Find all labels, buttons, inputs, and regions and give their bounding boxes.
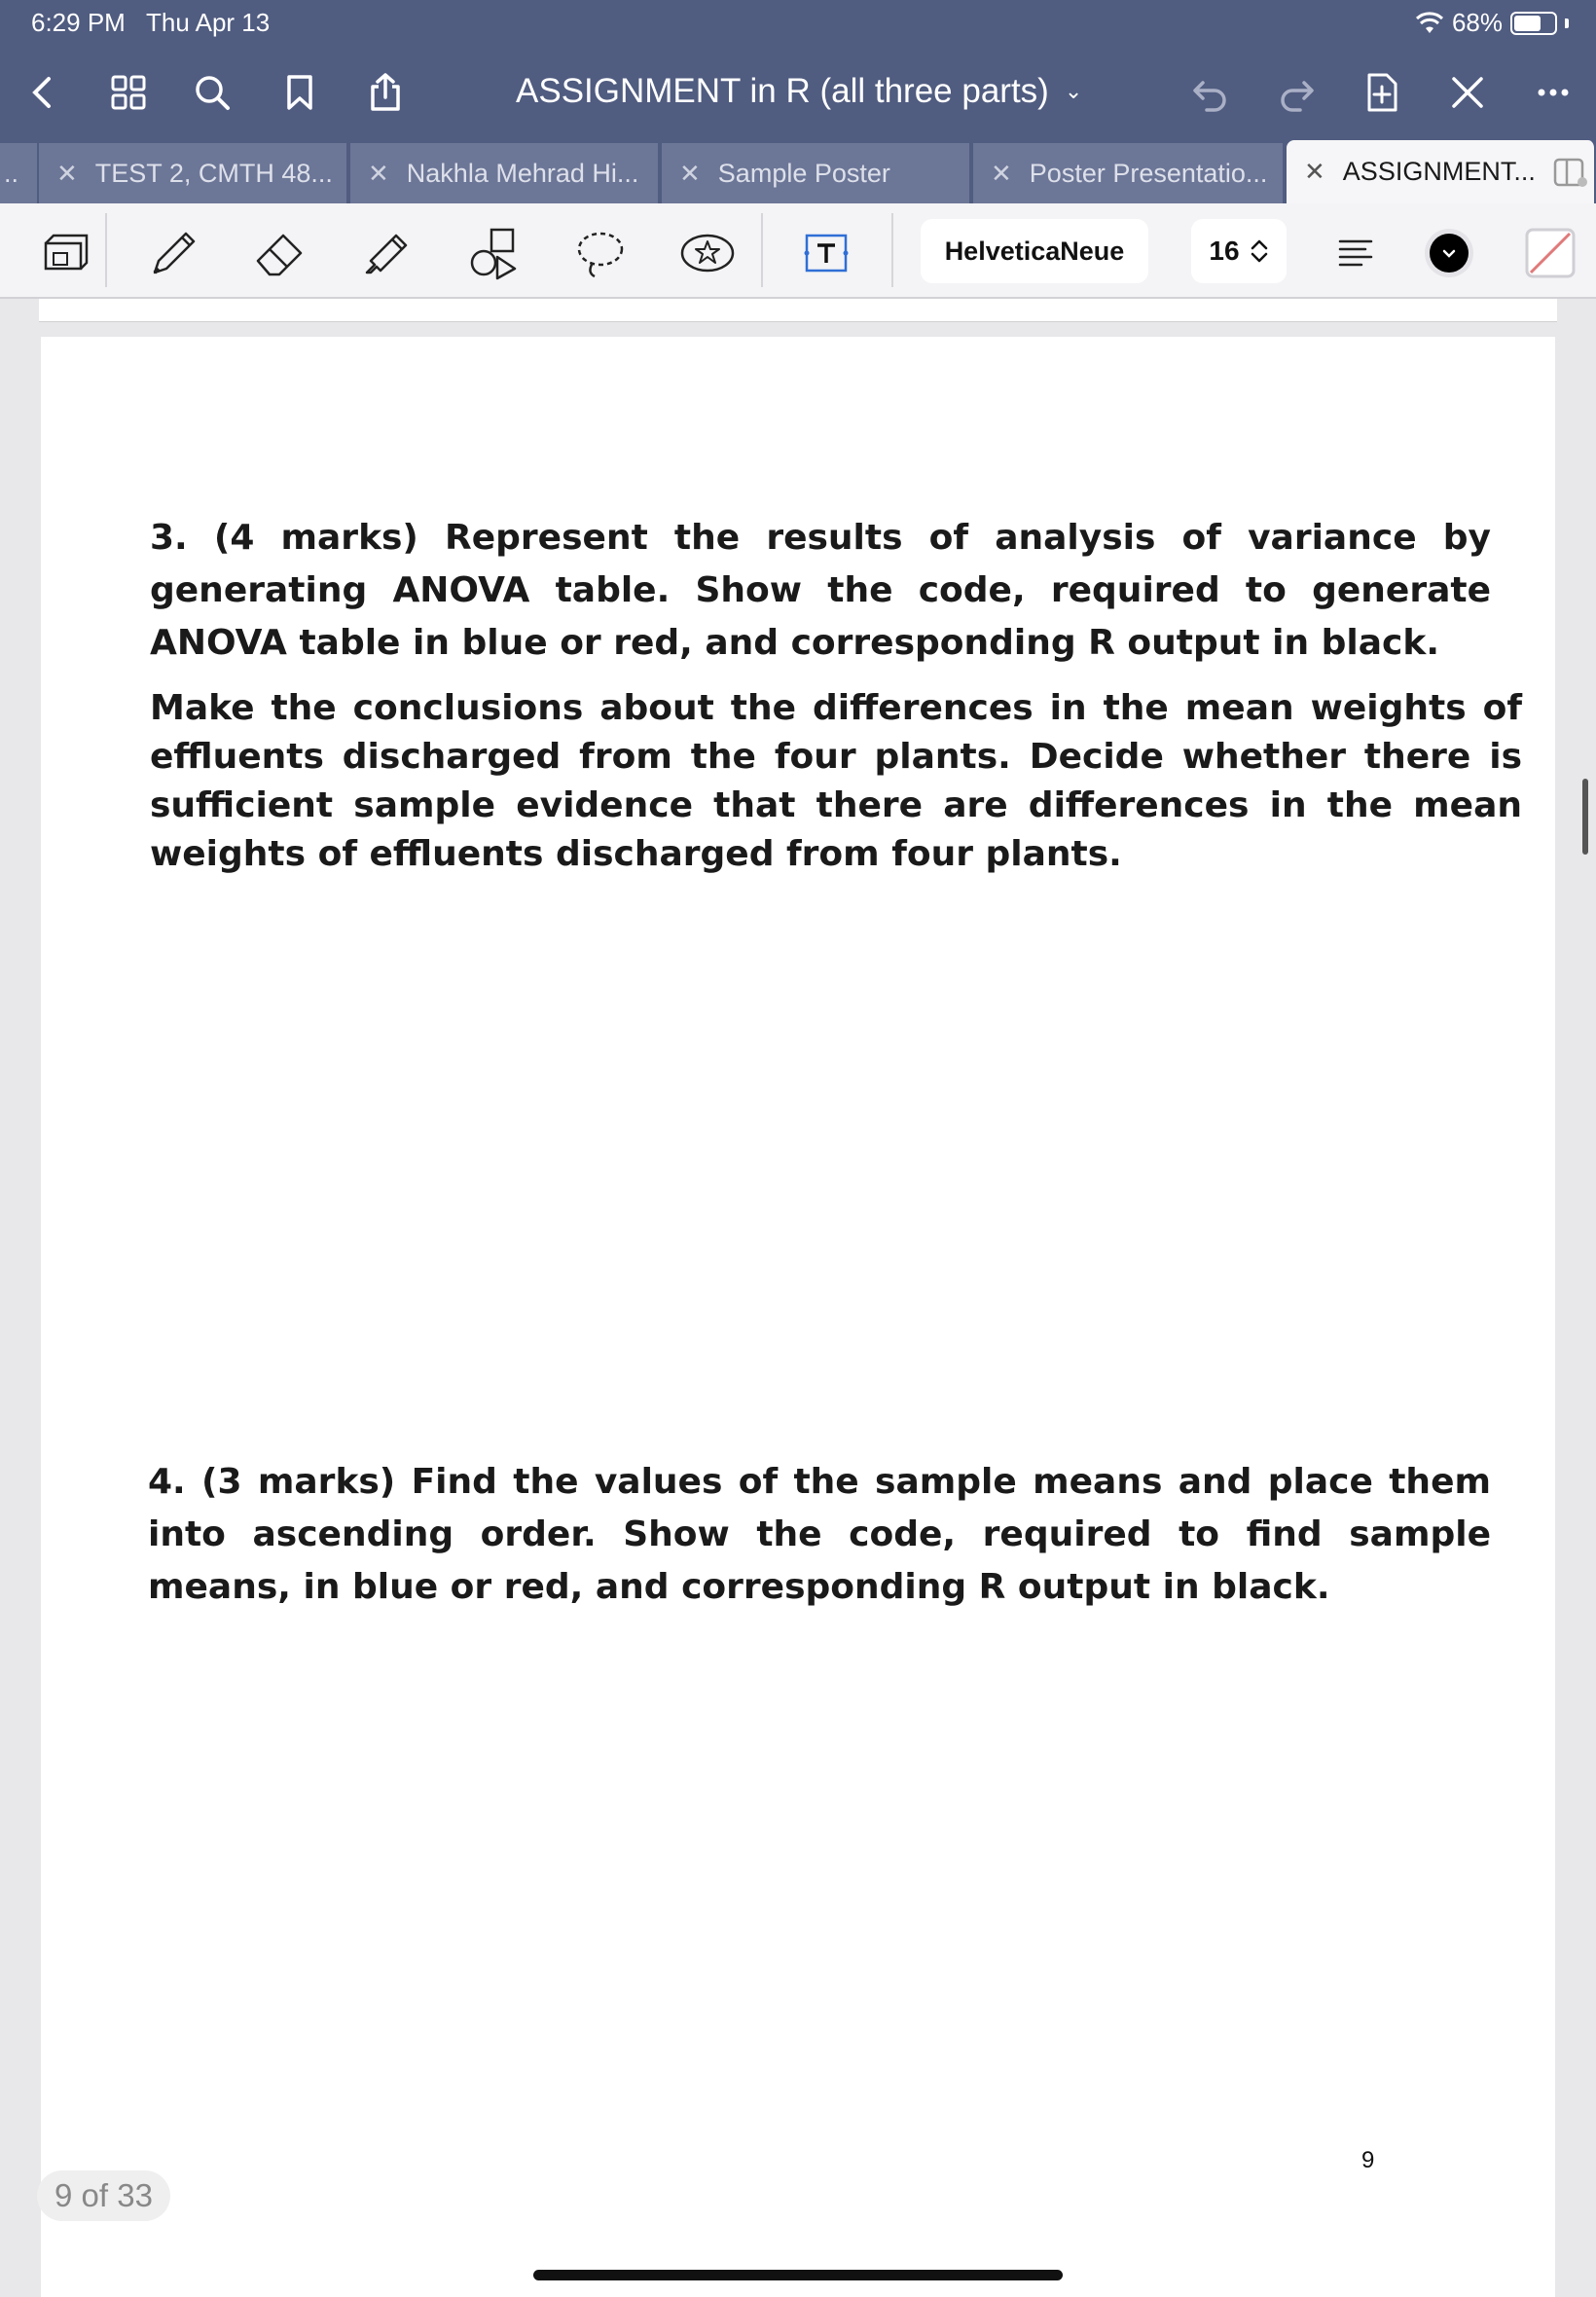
reading-mode-icon [34, 224, 92, 282]
highlighter-icon [357, 224, 416, 282]
page-number: 9 [1361, 2147, 1375, 2173]
tab-label: Nakhla Mehrad Hi... [406, 158, 639, 188]
back-button[interactable] [14, 58, 72, 127]
previous-page-edge [39, 299, 1557, 322]
lasso-icon [571, 224, 630, 282]
read-only-toggle[interactable] [31, 221, 95, 285]
tab-poster-presentation[interactable] [973, 143, 1285, 203]
wifi-icon [1415, 12, 1444, 35]
question-4-text: 4. (3 marks) Find the values of the sample means and place them into ascending order. Show the code, required to find sample means, in blue or red, and corresponding R output in black. [148, 1462, 1491, 1607]
add-page-button[interactable] [1353, 58, 1411, 127]
font-size-value: 16 [1209, 236, 1240, 266]
chevron-updown-icon [1250, 237, 1269, 265]
status-bar-date: Thu Apr 13 [146, 8, 271, 37]
nav-row [0, 58, 1596, 127]
star-sticker-icon [678, 224, 737, 282]
tab-assignment-active[interactable] [1287, 140, 1596, 203]
redo-button[interactable] [1267, 58, 1325, 127]
bookmark-button[interactable] [271, 58, 329, 127]
close-icon[interactable]: ✕ [1304, 157, 1325, 186]
share-button[interactable] [356, 58, 415, 127]
annotation-toolbar [0, 203, 1596, 299]
close-toolbar-button[interactable] [1438, 58, 1497, 127]
alignment-button[interactable] [1324, 221, 1388, 285]
color-swatch-icon [1420, 224, 1478, 282]
status-bar-right [1415, 8, 1569, 38]
undo-button[interactable] [1181, 58, 1240, 127]
font-family-selector[interactable] [921, 219, 1148, 283]
tab-label: Sample Poster [717, 158, 890, 188]
text-color-button[interactable] [1417, 221, 1481, 285]
chevron-left-icon [21, 71, 64, 114]
close-icon[interactable]: ✕ [991, 158, 1012, 188]
status-bar-time: 6:29 PM Thu Apr 13 [31, 8, 271, 37]
shapes-tool[interactable] [461, 221, 526, 285]
fill-color-button[interactable] [1518, 221, 1582, 285]
close-icon[interactable]: ✕ [679, 158, 701, 188]
tab-nakhla[interactable] [350, 143, 660, 203]
split-view-icon[interactable] [1553, 157, 1588, 188]
redo-icon [1275, 71, 1318, 114]
highlighter-tool[interactable] [354, 221, 418, 285]
no-fill-icon [1521, 224, 1579, 282]
question-3-text: 3. (4 marks) Represent the results of analysis of variance by generating ANOVA table. Show the code, required to generate ANOVA table in blue or red, and corresponding R output in black. [150, 518, 1491, 663]
font-size-selector[interactable] [1191, 219, 1287, 283]
grid-icon [107, 71, 150, 114]
app-header [0, 0, 1596, 143]
text-box-icon [797, 224, 855, 282]
more-icon [1532, 71, 1575, 114]
tab-overflow[interactable]: .. [0, 143, 39, 203]
battery-icon [1510, 12, 1557, 35]
toolbar-divider [105, 213, 107, 287]
close-icon[interactable]: ✕ [368, 158, 389, 188]
elements-tool[interactable] [675, 221, 740, 285]
more-button[interactable] [1524, 58, 1582, 127]
page-counter: 9 of 33 [37, 2170, 170, 2221]
align-left-icon [1326, 224, 1385, 282]
eraser-tool[interactable] [247, 221, 311, 285]
pen-tool[interactable] [140, 221, 204, 285]
add-page-icon [1360, 71, 1403, 114]
home-indicator[interactable] [533, 2270, 1063, 2280]
question-3-conclusion-text: Make the conclusions about the differences in the mean weights of effluents discharged from the four plants. Decide whether there is sufficient sample evidence that there are differences in the mean weights of effluents discharged from four plants. [150, 688, 1522, 874]
document-title[interactable] [516, 72, 1082, 111]
chevron-down-icon: ⌄ [1064, 79, 1083, 103]
tab-label: TEST 2, CMTH 48... [94, 158, 333, 188]
font-family-value: HelveticaNeue [944, 236, 1125, 266]
pencil-off-icon [1446, 71, 1489, 114]
lasso-tool[interactable] [568, 221, 633, 285]
tab-bar [0, 143, 1596, 203]
toolbar-divider [761, 213, 763, 287]
toolbar-divider [891, 213, 893, 287]
text-tool[interactable] [794, 221, 858, 285]
tab-label: ASSIGNMENT... [1342, 157, 1536, 186]
pen-icon [143, 224, 201, 282]
search-button[interactable] [183, 58, 241, 127]
tab-sample-poster[interactable] [662, 143, 971, 203]
document-title-text: ASSIGNMENT in R (all three parts) [516, 72, 1049, 110]
battery-tip [1565, 18, 1569, 28]
battery-fill [1514, 16, 1541, 31]
pdf-page[interactable] [41, 337, 1555, 2297]
close-icon[interactable]: ✕ [56, 158, 78, 188]
undo-icon [1189, 71, 1232, 114]
battery-percent: 68% [1451, 8, 1503, 37]
tab-label: Poster Presentatio... [1029, 158, 1268, 188]
thumbnails-button[interactable] [99, 58, 158, 127]
scrollbar[interactable] [1582, 779, 1588, 855]
eraser-icon [250, 224, 308, 282]
tab-test2[interactable] [39, 143, 348, 203]
shapes-icon [464, 224, 523, 282]
bookmark-icon [278, 71, 321, 114]
search-icon [191, 71, 234, 114]
share-icon [364, 71, 407, 114]
